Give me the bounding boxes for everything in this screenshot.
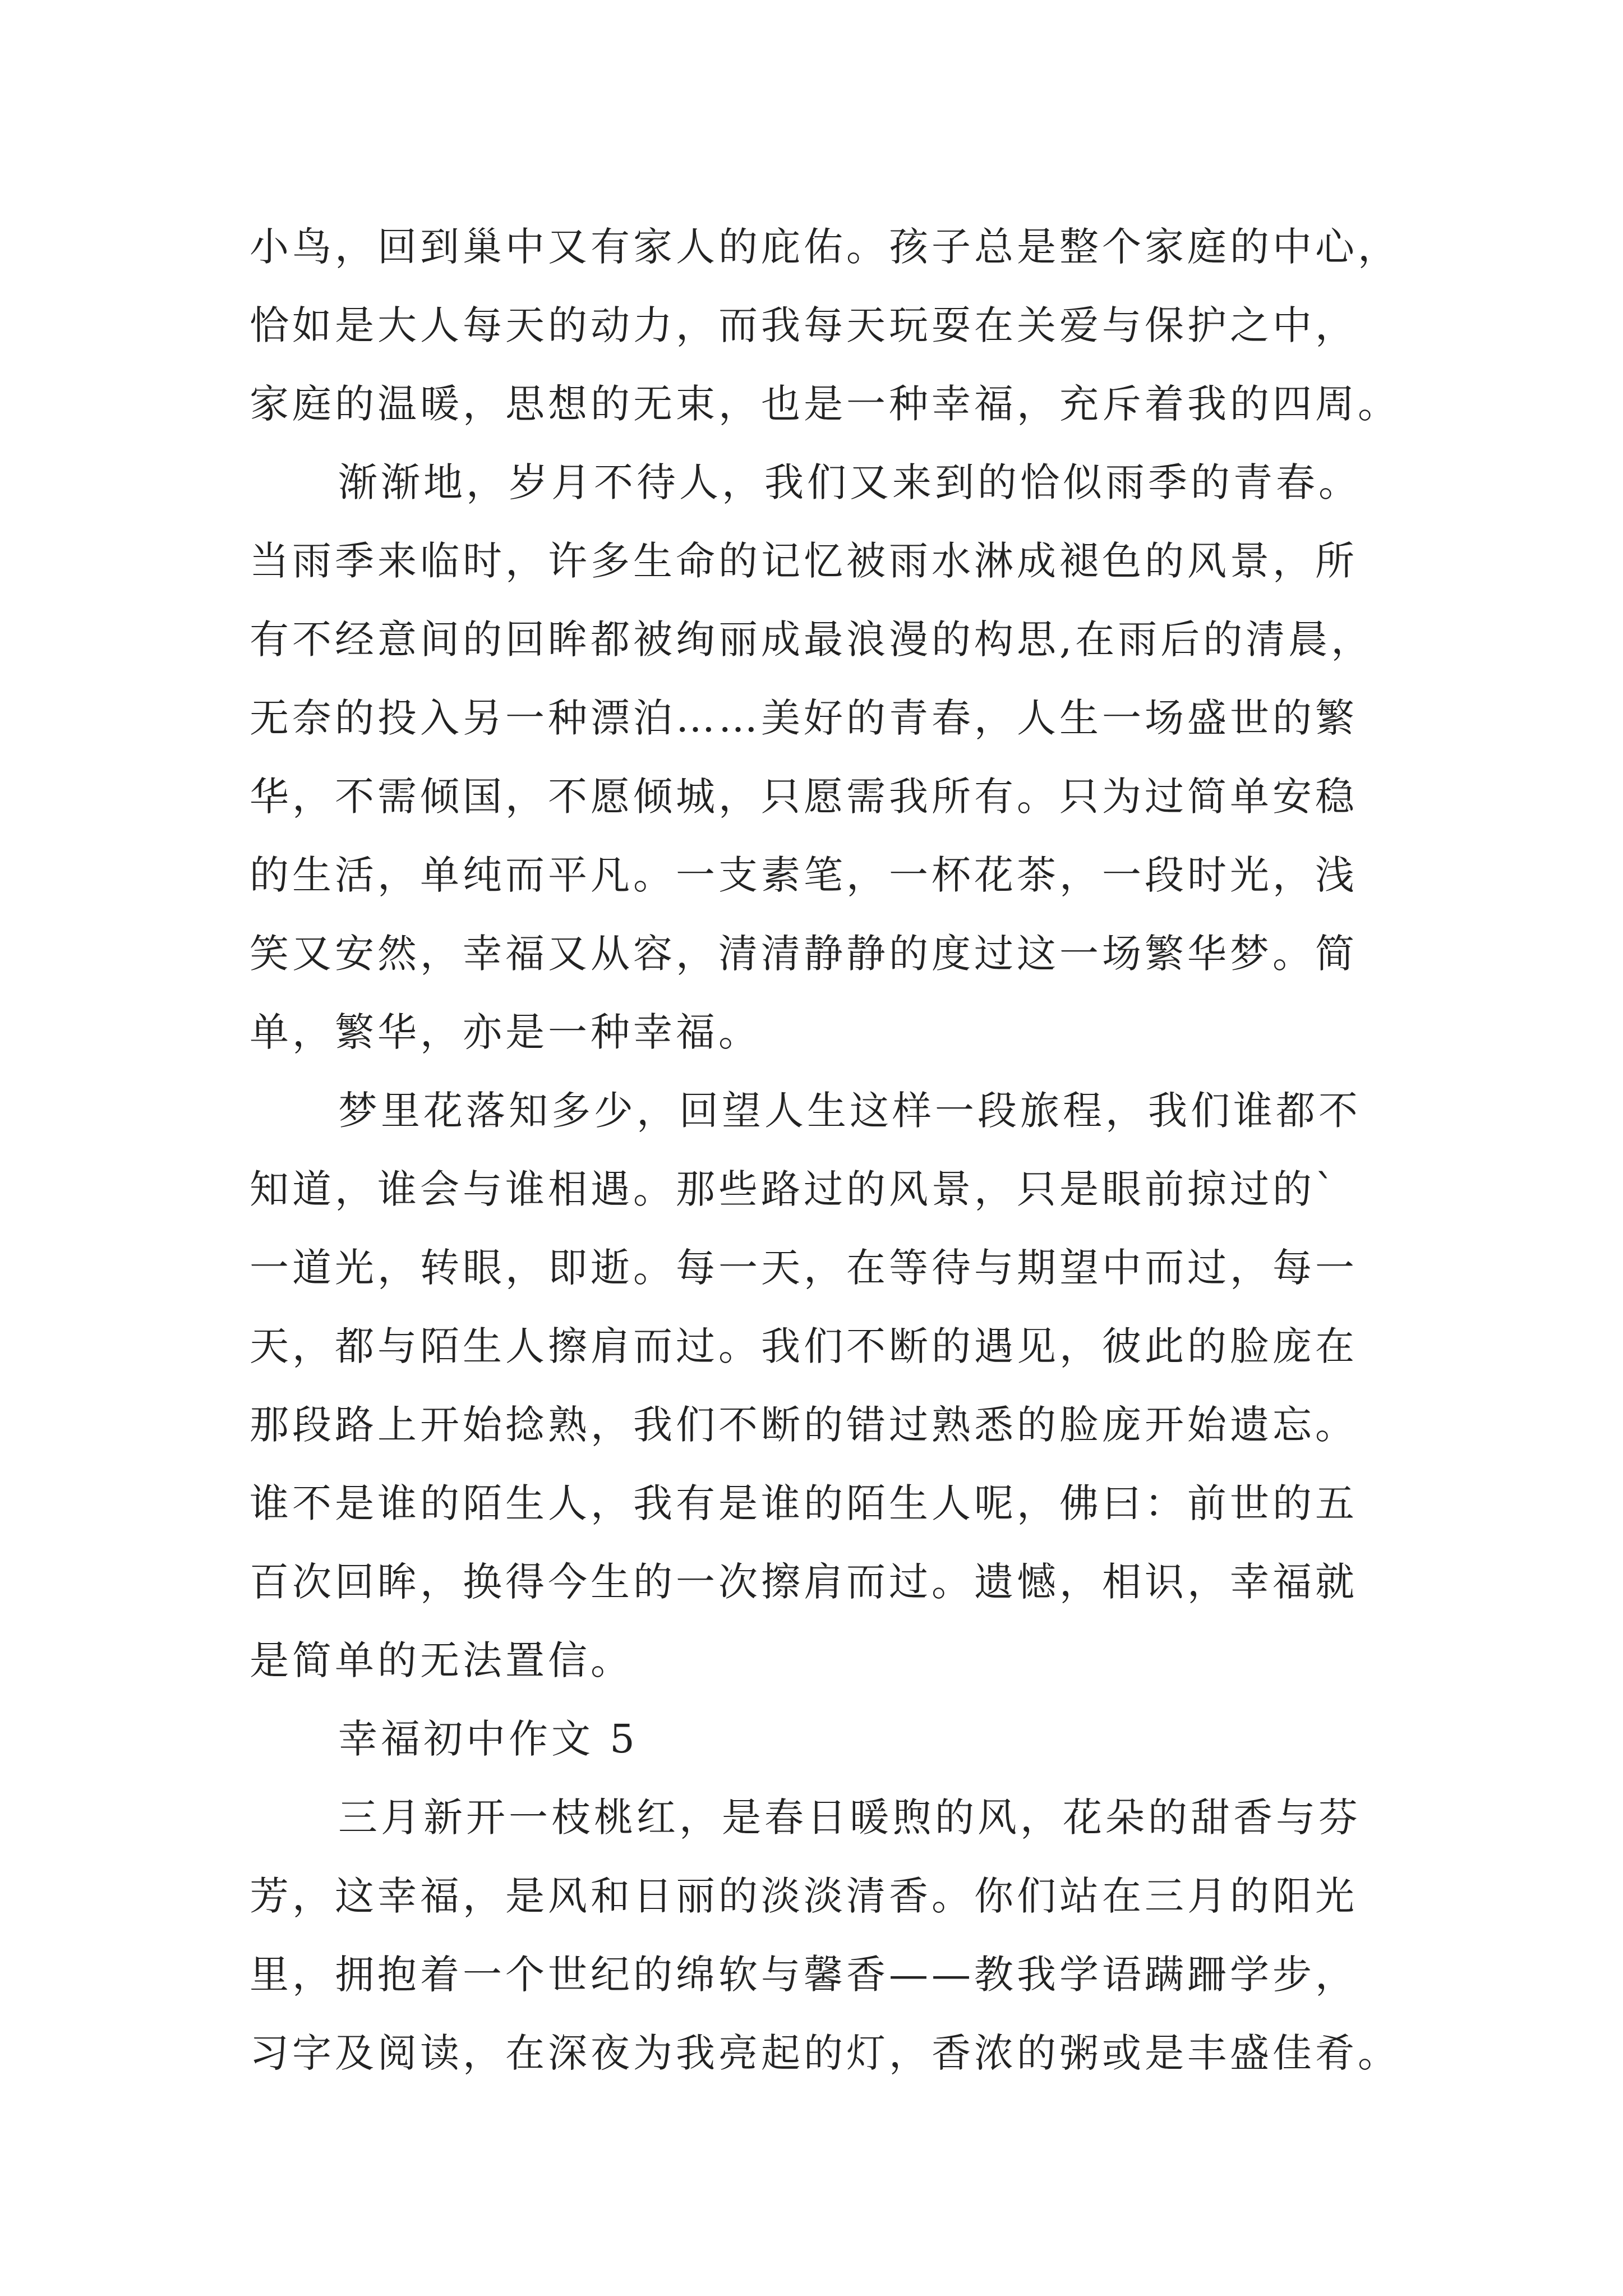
- text-line: 天，都与陌生人擦肩而过。我们不断的遇见，彼此的脸庞在: [250, 1323, 1358, 1369]
- text-line: 小鸟，回到巢中又有家人的庇佑。孩子总是整个家庭的中心，: [250, 224, 1400, 270]
- text-line: 笑又安然，幸福又从容，清清静静的度过这一场繁华梦。简: [250, 931, 1358, 977]
- text-line: 三月新开一枝桃红，是春日暖煦的风，花朵的甜香与芬: [338, 1795, 1361, 1841]
- paragraph-march: [250, 1778, 1399, 2092]
- section-title: 幸福初中作文 5: [338, 1716, 638, 1762]
- text-line: 那段路上开始捻熟，我们不断的错过熟悉的脸庞开始遗忘。: [250, 1402, 1358, 1448]
- document-page: [250, 208, 1399, 2092]
- text-line: 家庭的温暖，思想的无束，也是一种幸福，充斥着我的四周。: [250, 381, 1400, 427]
- text-line: 渐渐地，岁月不待人，我们又来到的恰似雨季的青春。: [338, 459, 1361, 505]
- text-line: 一道光，转眼，即逝。每一天，在等待与期望中而过，每一: [250, 1245, 1358, 1291]
- paragraph-youth: [250, 443, 1399, 1071]
- text-line: 习字及阅读，在深夜为我亮起的灯，香浓的粥或是丰盛佳肴。: [250, 2030, 1400, 2076]
- text-line: 单，繁华，亦是一种幸福。: [250, 1009, 761, 1055]
- text-line: 里，拥抱着一个世纪的绵软与馨香——教我学语蹒跚学步，: [250, 1952, 1358, 1998]
- text-line: 百次回眸，换得今生的一次擦肩而过。遗憾，相识，幸福就: [250, 1559, 1358, 1605]
- text-line: 梦里花落知多少，回望人生这样一段旅程，我们谁都不: [338, 1088, 1361, 1134]
- text-line: 当雨季来临时，许多生命的记忆被雨水淋成褪色的风景，所: [250, 538, 1358, 584]
- paragraph-continued: [250, 208, 1399, 443]
- text-line: 的生活，单纯而平凡。一支素笔，一杯花茶，一段时光，浅: [250, 852, 1358, 898]
- paragraph-dream: [250, 1071, 1399, 1700]
- text-line: 芳，这幸福，是风和日丽的淡淡清香。你们站在三月的阳光: [250, 1873, 1358, 1919]
- text-line: 有不经意间的回眸都被绚丽成最浪漫的构思,在雨后的清晨，: [250, 616, 1374, 662]
- text-line: 知道，谁会与谁相遇。那些路过的风景，只是眼前掠过的`: [250, 1166, 1338, 1212]
- text-line: 谁不是谁的陌生人，我有是谁的陌生人呢，佛曰：前世的五: [250, 1480, 1358, 1526]
- text-line: 无奈的投入另一种漂泊……美好的青春，人生一场盛世的繁: [250, 695, 1358, 741]
- text-line: 华，不需倾国，不愿倾城，只愿需我所有。只为过简单安稳: [250, 774, 1358, 820]
- text-line: 是简单的无法置信。: [250, 1637, 633, 1683]
- text-line: 恰如是大人每天的动力，而我每天玩耍在关爱与保护之中，: [250, 302, 1358, 348]
